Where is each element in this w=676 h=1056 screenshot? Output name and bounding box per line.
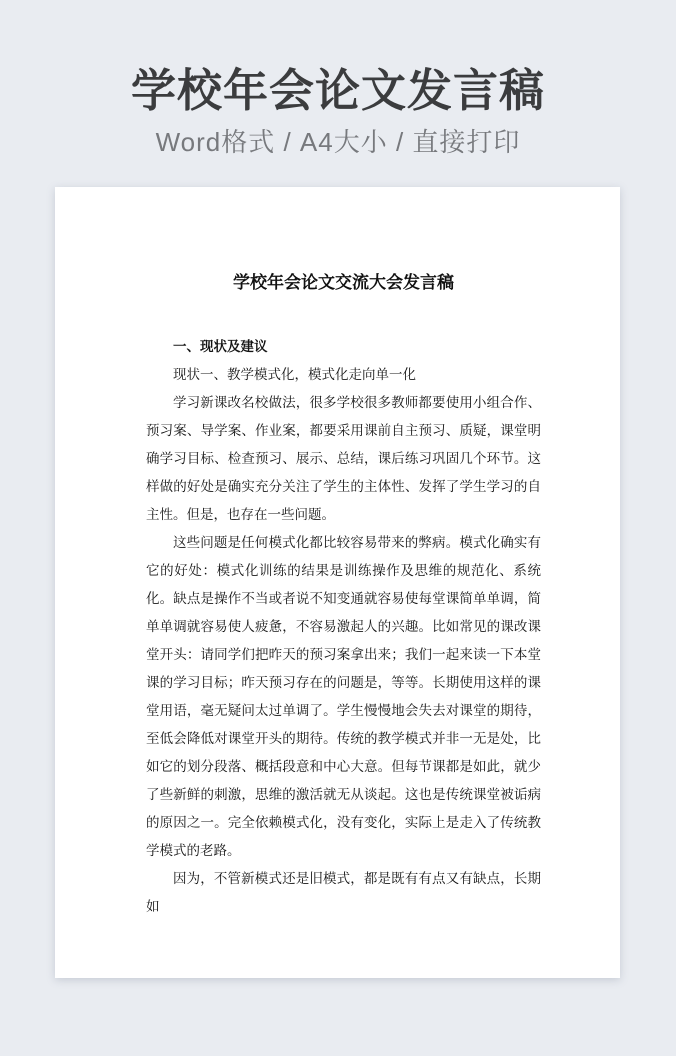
doc-paragraph-section-heading: 一、现状及建议 xyxy=(173,339,268,354)
doc-paragraph-body-3: 因为，不管新模式还是旧模式，都是既有有点又有缺点，长期如 xyxy=(146,871,541,914)
doc-paragraph-body-1: 学习新课改名校做法，很多学校很多教师都要使用小组合作、预习案、导学案、作业案，都要采用课前自主预习、质疑，课堂明确学习目标、检查预习、展示、总结，课后练习巩固几个环节。这样做的好处是确实充分关注了学生的主体性、发挥了学生学习的自主性。但是，也存在一些问题。 xyxy=(146,395,541,522)
doc-paragraph-subheading: 现状一、教学模式化，模式化走向单一化 xyxy=(173,367,416,382)
banner-title: 学校年会论文发言稿 xyxy=(130,65,545,116)
banner xyxy=(0,0,676,156)
banner-subtitle: Word格式 / A4大小 / 直接打印 xyxy=(155,127,521,157)
doc-paragraph-body-2: 这些问题是任何模式化都比较容易带来的弊病。模式化确实有它的好处：模式化训练的结果是训练操作及思维的规范化、系统化。缺点是操作不当或者说不知变通就容易使每堂课简单单调，简单单调就容易使人疲惫，不容易激起人的兴趣。比如常见的课改课堂开头：请同学们把昨天的预习案拿出来；我们一起来读一下本堂课的学习目标；昨天预习存在的问题是，等等。长期使用这样的课堂用语，毫无疑问太过单调了。学生慢慢地会失去对课堂的期待，至低会降低对课堂开头的期待。传统的教学模式并非一无是处，比如它的划分段落、概括段意和中心大意。但每节课都是如此，就少了些新鲜的刺激，思维的激活就无从谈起。这也是传统课堂被诟病的原因之一。完全依赖模式化，没有变化，实际上是走入了传统教学模式的老路。 xyxy=(146,535,541,858)
document-page xyxy=(55,187,620,978)
document-title: 学校年会论文交流大会发言稿 xyxy=(233,273,454,292)
